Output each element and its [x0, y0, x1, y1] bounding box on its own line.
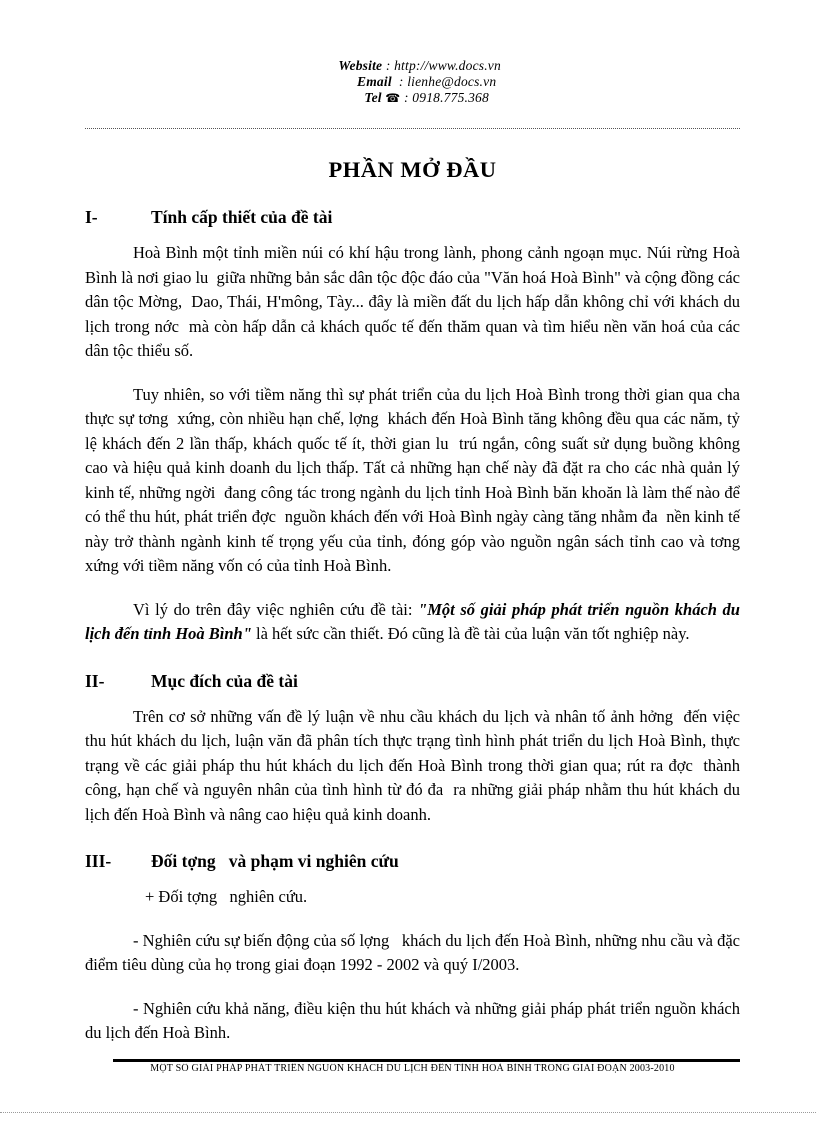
paragraph-3-lead: Vì lý do trên đây việc nghiên cứu đề tài:: [133, 599, 419, 619]
paragraph-1: Hoà Bình một tỉnh miền núi có khí hậu trong lành, phong cảnh ngoạn mục. Núi rừng Hoà Bình là nơi giao lu giữa những bản sắc dân tộc độc đáo của "Văn hoá Hoà Bình" và cộng đồng các dân tộc Mờng, Dao, Thái, H'mông, Tày... đây là miền đất du lịch hấp dẫn không chỉ với khách du lịch trong nớc mà còn hấp dẫn cả khách quốc tế đến thăm quan và tìm hiểu nền văn hoá của các dân tộc thiểu số.: [85, 243, 745, 360]
section-heading-3: [85, 851, 740, 872]
thesis-title-emphasis: "Một số giải pháp phát triển nguồn khách du lịch đến tỉnh Hoà Bình": [85, 599, 745, 643]
header-divider: [85, 128, 740, 129]
section-heading-1: [85, 207, 740, 228]
phone-icon: ☎: [385, 91, 401, 105]
tel-value: : 0918.775.368: [400, 90, 489, 105]
website-label: Website: [338, 58, 383, 73]
paragraph-5: + Đối tợng nghiên cứu.: [145, 887, 308, 906]
section-2-title: Mục đích của đề tài: [151, 670, 298, 691]
email-value: : lienhe@docs.vn: [391, 74, 497, 89]
page-footer: [85, 1059, 740, 1074]
section-1-number: I-: [85, 207, 98, 227]
page-title: PHẦN MỞ ĐẦU: [328, 157, 497, 182]
section-3-number: III-: [85, 851, 112, 871]
section-heading-2: [85, 671, 740, 692]
paragraph-7: - Nghiên cứu khả năng, điều kiện thu hút khách và những giải pháp phát triển nguồn khách du lịch đến Hoà Bình.: [85, 998, 745, 1042]
website-value: : http://www.docs.vn: [382, 58, 501, 73]
header-tel: [364, 90, 489, 105]
page-header: [85, 42, 740, 122]
paragraph-3: [85, 598, 745, 647]
tel-label: Tel: [364, 90, 382, 105]
paragraph-3-tail: là hết sức cần thiết. Đó cũng là đề tài của luận văn tốt nghiệp này.: [251, 624, 690, 643]
paragraph-6: - Nghiên cứu sự biến động của số lợng khách du lịch đến Hoà Bình, những nhu cầu và đặc điểm tiêu dùng của họ trong giai đoạn 1992 - 2002 và quý I/2003.: [85, 930, 745, 974]
header-email: [357, 74, 496, 89]
paragraph-2: Tuy nhiên, so với tiềm năng thì sự phát triển của du lịch Hoà Bình trong thời gian qua cha thực sự tơng xứng, còn nhiều hạn chế, lợng khách đến Hoà Bình tăng không đều qua các năm, tỷ lệ khách đến 2 lần thấp, khách quốc tế ít, thời gian lu trú ngắn, công suất sử dụng buồng không cao và hiệu quả kinh doanh du lịch thấp. Tất cả những hạn chế này đã đặt ra cho các nhà quản lý kinh tế, những ngời đang công tác trong ngành du lịch tỉnh Hoà Bình băn khoăn là làm thế nào để có thể thu hút, phát triển đợc nguồn khách đến với Hoà Bình ngày càng tăng nhằm đa nền kinh tế này trở thành ngành kinh tế trọng yếu của tỉnh, đóng góp vào nguồn ngân sách tỉnh cao và tơng xứng với tiềm năng vốn có của tỉnh Hoà Bình.: [85, 384, 749, 575]
footer-running-title: MỘT SỐ GIẢI PHÁP PHÁT TRIỂN NGUỒN KHÁCH DU LỊCH ĐẾN TỈNH HOÀ BÌNH TRONG GIAI ĐOẠN 2003-2010: [150, 1063, 675, 1074]
section-2-number: II-: [85, 670, 105, 691]
header-website: [338, 58, 501, 73]
section-3-title: Đối tợng và phạm vi nghiên cứu: [151, 851, 399, 871]
paragraph-4: Trên cơ sở những vấn đề lý luận về nhu cầu khách du lịch và nhân tố ảnh hởng đến việc thu hút khách du lịch, luận văn đã phân tích thực trạng tình hình phát triển du lịch Hoà Bình, thực trạng về các giải pháp thu hút khách du lịch đến Hoà Bình trong thời gian qua; rút ra đợc thành công, hạn chế và nguyên nhân của tình hình từ đó đa ra những giải pháp nhằm thu hút khách du lịch đến Hoà Bình và nâng cao hiệu quả kinh doanh.: [85, 706, 745, 824]
email-label: Email: [357, 74, 392, 89]
page-bottom-boundary: [0, 1112, 816, 1113]
section-1-title: Tính cấp thiết của đề tài: [151, 207, 333, 227]
footer-divider: [113, 1059, 740, 1062]
